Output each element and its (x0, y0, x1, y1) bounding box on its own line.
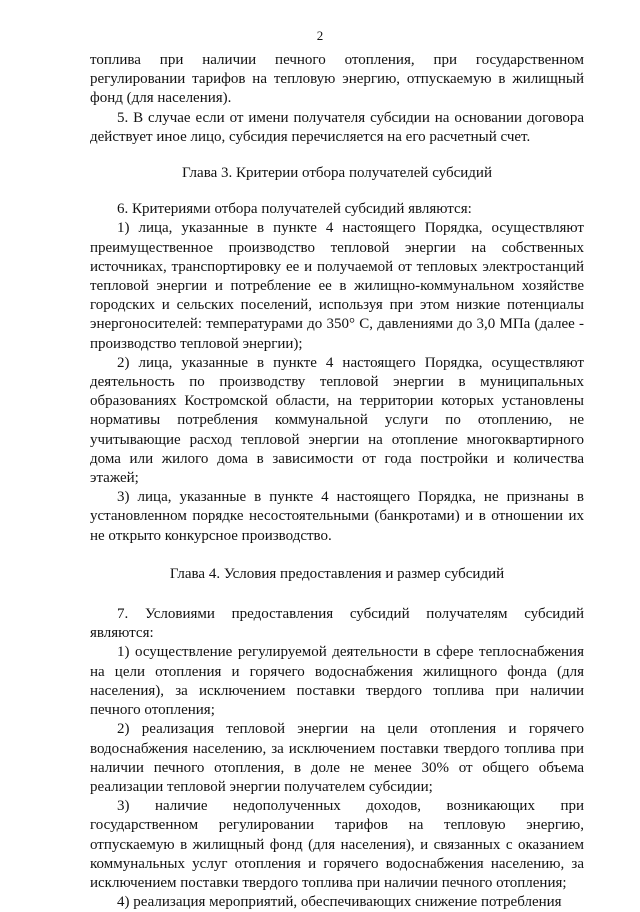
paragraph-item-5: 5. В случае если от имени получателя субсидии на основании договора действует иное лицо, субсидия перечисляется на его расчетный счет. (90, 109, 584, 145)
chapter-4-heading: Глава 4. Условия предоставления и размер субсидий (169, 565, 505, 582)
criterion-1: 1) лица, указанные в пункте 4 настоящего Порядка, осуществляют преимущественное производство тепловой энергии на собственных источниках, транспортировку ее и получаемой от тепловых электростанций тепловой энергии и потребление ее в жилищно-коммунальном хозяйстве городских и сельских поселений, используя при этом низкие потенциалы энергоносителей: температурами до 350° С, давлениями до 3,0 МПа (далее - производство тепловой энергии); (90, 220, 584, 352)
criterion-3: 3) лица, указанные в пункте 4 настоящего Порядка, не признаны в установленном порядке несостоятельными (банкротами) и в отношении их не открыто конкурсное производство. (90, 489, 584, 544)
chapter-3-heading: Глава 3. Критерии отбора получателей субсидий (182, 165, 492, 182)
document-body (90, 51, 584, 912)
condition-2: 2) реализация тепловой энергии на цели отопления и горячего водоснабжения населению, за исключением поставки твердого топлива при наличии печного отопления, в доле не менее 30% от общего объема реализации тепловой энергии получателем субсидии; (90, 721, 584, 795)
paragraph-item-6: 6. Критериями отбора получателей субсидий являются: (117, 201, 472, 218)
page-number: 2 (316, 28, 324, 43)
condition-1: 1) осуществление регулируемой деятельности в сфере теплоснабжения на цели отопления и горячего водоснабжения жилищного фонда (для населения), за исключением поставки твердого топлива при наличии печного отопления; (90, 644, 584, 719)
paragraph-continuation: топлива при наличии печного отопления, при государственном регулировании тарифов на тепловую энергию, отпускаемую в жилищный фонд (для населения). (90, 52, 584, 107)
condition-4: 4) реализация мероприятий, обеспечивающих снижение потребления (117, 894, 562, 911)
condition-3: 3) наличие недополученных доходов, возникающих при государственном регулировании тарифов на тепловую энергию, отпускаемую в жилищный фонд (для населения), и связанных с оказанием коммунальных услуг отопления и горячего водоснабжения населению, за исключением поставки твердого топлива при наличии печного отопления; (90, 798, 584, 891)
criterion-2: 2) лица, указанные в пункте 4 настоящего Порядка, осуществляют деятельность по производству тепловой энергии в муниципальных образованиях Костромской области, на территории которых установлены нормативы потребления коммунальной услуги по отоплению, не учитывающие расход тепловой энергии на отопление многоквартирного дома или жилого дома в зависимости от года постройки и количества этажей; (90, 354, 584, 487)
paragraph-item-7: 7. Условиями предоставления субсидий получателям субсидий являются: (90, 606, 584, 642)
